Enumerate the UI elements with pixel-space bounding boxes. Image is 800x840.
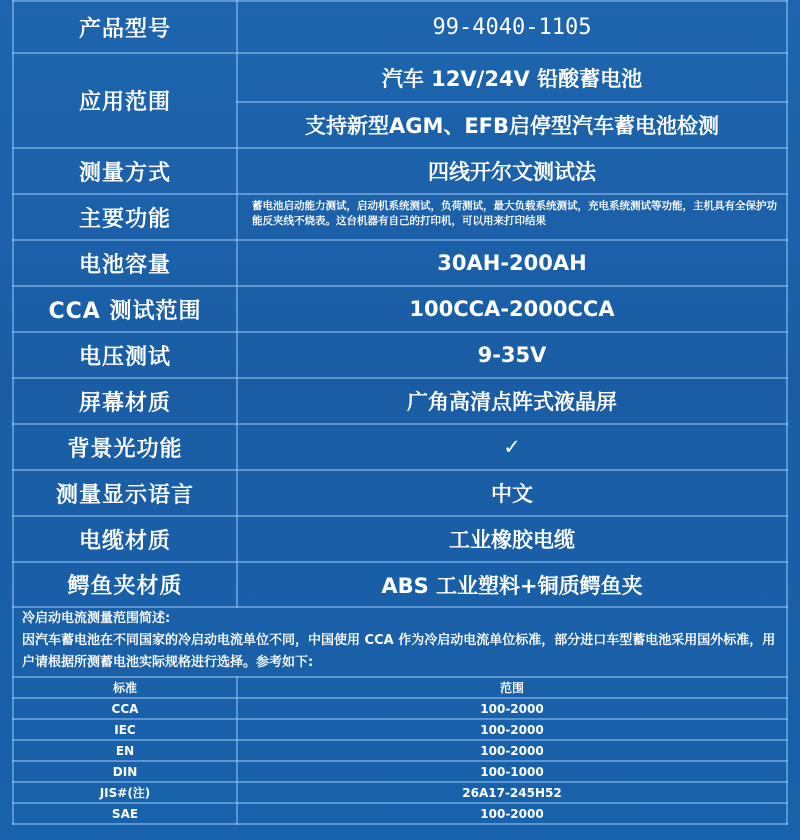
spec-row-model: [13, 1, 787, 53]
table-row: [13, 761, 787, 782]
table-row: [13, 782, 787, 803]
spec-value: 30AH-200AH: [237, 240, 787, 286]
spec-value: 支持新型AGM、EFB启停型汽车蓄电池检测: [237, 102, 787, 148]
spec-row-method: [13, 148, 787, 194]
standard-range: 100-2000: [237, 698, 787, 719]
spec-value: 蓄电池启动能力测试，启动机系统测试，负荷测试，最大负载系统测试，充电系统测试等功能，主机具有全保护功能反夹线不烧表。这台机器有自己的打印机，可以用来打印结果: [237, 194, 787, 240]
standard-name: IEC: [13, 719, 237, 740]
spec-row-backlight: [13, 424, 787, 470]
check-icon: ✓: [237, 424, 787, 470]
table-row: [13, 698, 787, 719]
standard-name: SAE: [13, 803, 237, 824]
spec-row-voltage: [13, 332, 787, 378]
column-header: 标准: [13, 677, 237, 698]
spec-label: 鳄鱼夹材质: [13, 562, 237, 607]
spec-label: CCA 测试范围: [13, 286, 237, 332]
standard-range: 100-2000: [237, 740, 787, 761]
spec-value: 四线开尔文测试法: [237, 148, 787, 194]
spec-row-functions: [13, 194, 787, 240]
spec-row-clamp: [13, 562, 787, 607]
cca-note: [12, 606, 788, 676]
standard-name: CCA: [13, 698, 237, 719]
spec-value: 中文: [237, 470, 787, 516]
spec-label: 应用范围: [13, 53, 237, 148]
spec-row-language: [13, 470, 787, 516]
standard-name: JIS#(注): [13, 782, 237, 803]
spec-row-cca-range: [13, 286, 787, 332]
spec-row-capacity: [13, 240, 787, 286]
standard-name: EN: [13, 740, 237, 761]
spec-value: 100CCA-2000CCA: [237, 286, 787, 332]
spec-value: 9-35V: [237, 332, 787, 378]
spec-table: [12, 0, 788, 608]
spec-row-application: [13, 53, 787, 102]
spec-label: 屏幕材质: [13, 378, 237, 424]
spec-value: 工业橡胶电缆: [237, 516, 787, 562]
note-title: 冷启动电流测量范围简述:: [22, 611, 171, 626]
column-header: 范围: [237, 677, 787, 698]
table-row: [13, 740, 787, 761]
spec-label: 产品型号: [13, 1, 237, 53]
spec-label: 电池容量: [13, 240, 237, 286]
note-text: 因汽车蓄电池在不同国家的冷启动电流单位不同，中国使用 CCA 作为冷启动电流单位标准，部分进口车型蓄电池采用国外标准，用户请根据所测蓄电池实际规格进行选择。参考如下:: [22, 633, 776, 670]
spec-row-screen: [13, 378, 787, 424]
spec-label: 主要功能: [13, 194, 237, 240]
spec-label: 背景光功能: [13, 424, 237, 470]
spec-row-cable: [13, 516, 787, 562]
standard-range: 26A17-245H52: [237, 782, 787, 803]
spec-value: 汽车 12V/24V 铅酸蓄电池: [237, 53, 787, 102]
spec-label: 测量显示语言: [13, 470, 237, 516]
cca-standards-table: [12, 676, 788, 825]
standard-range: 100-1000: [237, 761, 787, 782]
spec-label: 电缆材质: [13, 516, 237, 562]
standard-name: DIN: [13, 761, 237, 782]
spec-label: 电压测试: [13, 332, 237, 378]
spec-value: ABS 工业塑料+铜质鳄鱼夹: [237, 562, 787, 607]
spec-label: 测量方式: [13, 148, 237, 194]
spec-value: 99-4040-1105: [237, 1, 787, 53]
table-row: [13, 803, 787, 824]
standard-range: 100-2000: [237, 803, 787, 824]
table-header-row: [13, 677, 787, 698]
spec-value: 广角高清点阵式液晶屏: [237, 378, 787, 424]
standard-range: 100-2000: [237, 719, 787, 740]
table-row: [13, 719, 787, 740]
